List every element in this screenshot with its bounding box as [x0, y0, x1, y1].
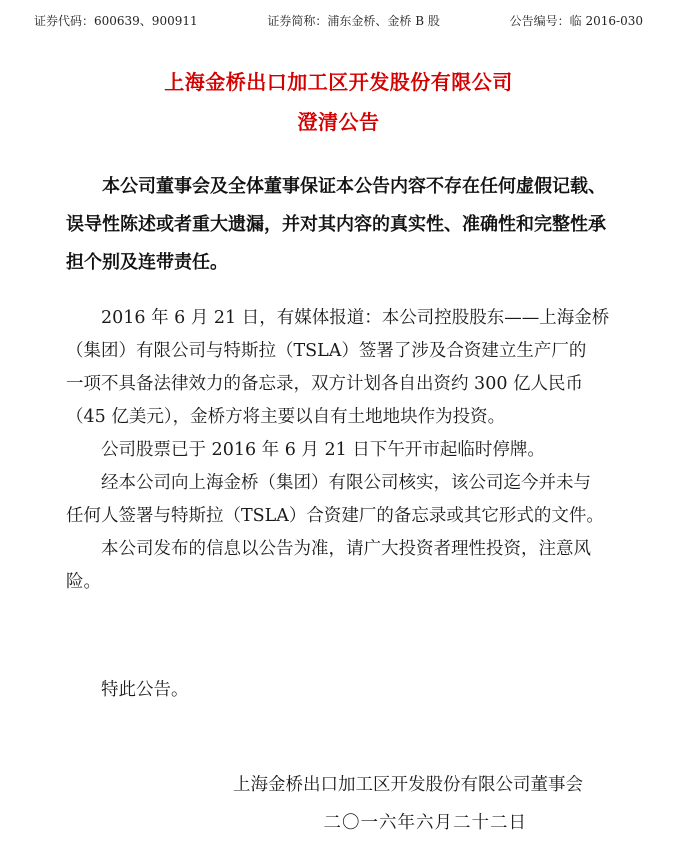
announcement-body [66, 302, 616, 599]
body-line: 一项不具备法律效力的备忘录，双方计划各自出资约 300 亿人民币 [66, 374, 584, 394]
board-statement [66, 168, 614, 282]
statement-line: 担个别及连带责任。 [66, 252, 228, 273]
body-line: 任何人签署与特斯拉（TSLA）合资建厂的备忘录或其它形式的文件。 [66, 506, 604, 526]
closing-remark: 特此公告。 [66, 680, 189, 700]
announcement-number: 公告编号：临 2016-030 [509, 14, 643, 28]
body-line: 本公司发布的信息以公告为准，请广大投资者理性投资，注意风 [66, 539, 591, 559]
statement-line: 误导性陈述或者重大遗漏，并对其内容的真实性、准确性和完整性承 [66, 214, 606, 235]
body-line: （45 亿美元），金桥方将主要以自有土地地块作为投资。 [66, 407, 506, 427]
document-header [34, 12, 643, 29]
document-title: 澄清公告 [297, 110, 380, 134]
body-line: 险。 [66, 572, 101, 592]
company-title: 上海金桥出口加工区开发股份有限公司 [164, 70, 513, 94]
security-code: 证券代码：600639、900911 [34, 14, 198, 28]
security-name: 证券简称：浦东金桥、金桥 B 股 [267, 14, 440, 28]
body-line: 2016 年 6 月 21 日，有媒体报道：本公司控股股东——上海金桥 [66, 308, 610, 328]
signature-board: 上海金桥出口加工区开发股份有限公司董事会 [233, 775, 583, 795]
body-line: 公司股票已于 2016 年 6 月 21 日下午开市起临时停牌。 [66, 440, 545, 460]
body-line: （集团）有限公司与特斯拉（TSLA）签署了涉及合资建立生产厂的 [66, 341, 587, 361]
body-line: 经本公司向上海金桥（集团）有限公司核实，该公司迄今并未与 [66, 473, 591, 493]
signature-date: 二〇一六年六月二十二日 [323, 813, 527, 833]
statement-line: 本公司董事会及全体董事保证本公告内容不存在任何虚假记载、 [66, 176, 606, 197]
